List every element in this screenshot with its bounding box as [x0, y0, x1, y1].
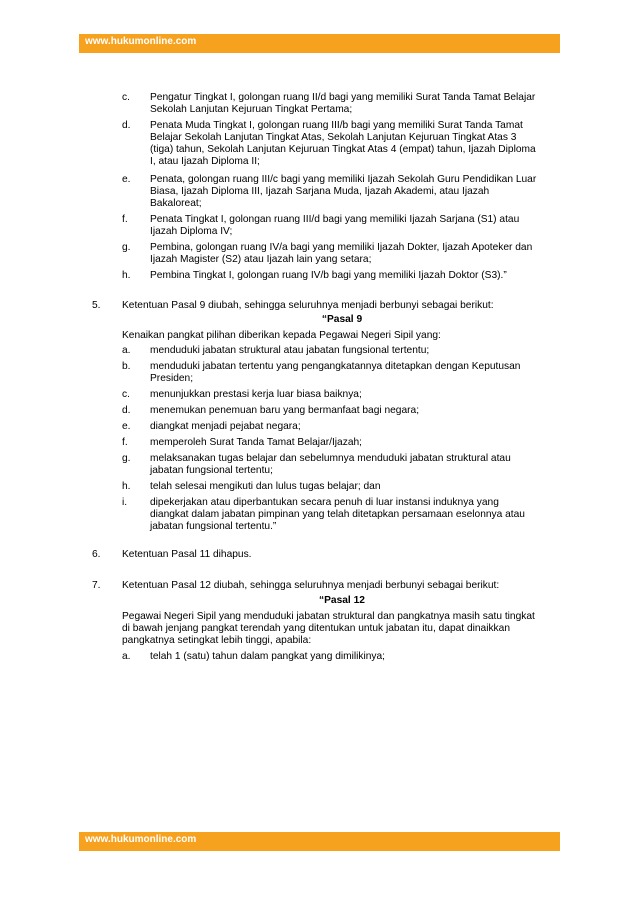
list-label: f. — [122, 437, 128, 448]
item-number: 7. — [92, 580, 101, 591]
item-number: 5. — [92, 300, 101, 311]
list-label: e. — [122, 174, 131, 185]
list-text: (tiga) tahun, Sekolah Lanjutan Kejuruan Tingkat Atas 4 (empat) tahun, Ijazah Diploma — [150, 144, 536, 155]
list-text: Pembina Tingkat I, golongan ruang IV/b bagi yang memiliki Ijazah Doktor (S3).” — [150, 270, 507, 281]
article-intro: pangkatnya setingkat lebih tinggi, apabila: — [122, 635, 312, 646]
article-intro: Kenaikan pangkat pilihan diberikan kepada Pegawai Negeri Sipil yang: — [122, 330, 441, 341]
list-text: Pengatur Tingkat I, golongan ruang II/d bagi yang memiliki Surat Tanda Tamat Belajar — [150, 92, 536, 103]
list-text: menemukan penemuan baru yang bermanfaat bagi negara; — [150, 405, 420, 416]
list-text: Belajar Sekolah Lanjutan Tingkat Atas, Sekolah Lanjutan Kejuruan Tingkat Atas 3 — [150, 132, 517, 143]
list-text: I, atau Ijazah Diploma II; — [150, 156, 260, 167]
list-text: menduduki jabatan tertentu yang pengangkatannya ditetapkan dengan Keputusan — [150, 361, 521, 372]
list-text: jabatan fungsional tertentu.” — [150, 521, 277, 532]
list-label: f. — [122, 214, 128, 225]
item-text: Ketentuan Pasal 11 dihapus. — [122, 549, 252, 560]
list-text: telah selesai mengikuti dan lulus tugas belajar; dan — [150, 481, 381, 492]
list-label: a. — [122, 651, 131, 662]
list-text: melaksanakan tugas belajar dan sebelumnya menduduki jabatan struktural atau — [150, 453, 511, 464]
list-text: diangkat dalam jabatan pimpinan yang telah ditetapkan persamaan eselonnya atau — [150, 509, 525, 520]
list-text: Biasa, Ijazah Diploma III, Ijazah Sarjana Muda, Ijazah Akademi, atau Ijazah — [150, 186, 490, 197]
list-label: c. — [122, 92, 130, 103]
list-text: Bakaloreat; — [150, 198, 202, 209]
list-text: Penata Tingkat I, golongan ruang III/d bagi yang memiliki Ijazah Sarjana (S1) atau — [150, 214, 520, 225]
article-title: “Pasal 12 — [319, 595, 365, 606]
list-label: c. — [122, 389, 130, 400]
list-text: telah 1 (satu) tahun dalam pangkat yang dimilikinya; — [150, 651, 386, 662]
list-label: b. — [122, 361, 131, 372]
list-text: dipekerjakan atau diperbantukan secara penuh di luar instansi induknya yang — [150, 497, 499, 508]
list-text: diangkat menjadi pejabat negara; — [150, 421, 301, 432]
item-text: Ketentuan Pasal 12 diubah, sehingga seluruhnya menjadi berbunyi sebagai berikut: — [122, 580, 500, 591]
list-label: e. — [122, 421, 131, 432]
list-text: Pembina, golongan ruang IV/a bagi yang memiliki Ijazah Dokter, Ijazah Apoteker dan — [150, 242, 533, 253]
footer-bar — [79, 832, 560, 851]
list-text: menduduki jabatan struktural atau jabatan fungsional tertentu; — [150, 345, 430, 356]
list-label: i. — [122, 497, 128, 508]
list-text: Presiden; — [150, 373, 194, 384]
list-label: d. — [122, 120, 131, 131]
list-text: Sekolah Lanjutan Kejuruan Tingkat Pertama; — [150, 104, 353, 115]
list-label: h. — [122, 481, 131, 492]
footer-url[interactable]: www.hukumonline.com — [85, 834, 197, 845]
list-label: g. — [122, 453, 131, 464]
list-label: g. — [122, 242, 131, 253]
header-url[interactable]: www.hukumonline.com — [85, 36, 197, 47]
header-bar — [79, 34, 560, 53]
list-label: a. — [122, 345, 131, 356]
list-text: Penata Muda Tingkat I, golongan ruang III/b bagi yang memiliki Surat Tanda Tamat — [150, 120, 523, 131]
list-text: memperoleh Surat Tanda Tamat Belajar/Ijazah; — [150, 437, 362, 448]
article-intro: di bawah jenjang pangkat terendah yang ditentukan untuk jabatan itu, dapat dinaikkan — [122, 623, 510, 634]
list-text: Ijazah Diploma IV; — [150, 226, 233, 237]
list-text: Penata, golongan ruang III/c bagi yang memiliki Ijazah Sekolah Guru Pendidikan Luar — [150, 174, 537, 185]
item-number: 6. — [92, 549, 101, 560]
list-text: jabatan fungsional tertentu; — [150, 465, 273, 476]
list-label: h. — [122, 270, 131, 281]
article-title: “Pasal 9 — [321, 314, 363, 325]
item-text: Ketentuan Pasal 9 diubah, sehingga seluruhnya menjadi berbunyi sebagai berikut: — [122, 300, 494, 311]
list-text: Ijazah Magister (S2) atau Ijazah lain yang setara; — [150, 254, 372, 265]
list-label: d. — [122, 405, 131, 416]
list-text: menunjukkan prestasi kerja luar biasa baiknya; — [150, 389, 362, 400]
article-intro: Pegawai Negeri Sipil yang menduduki jabatan struktural dan pangkatnya masih satu tingkat — [122, 611, 535, 622]
